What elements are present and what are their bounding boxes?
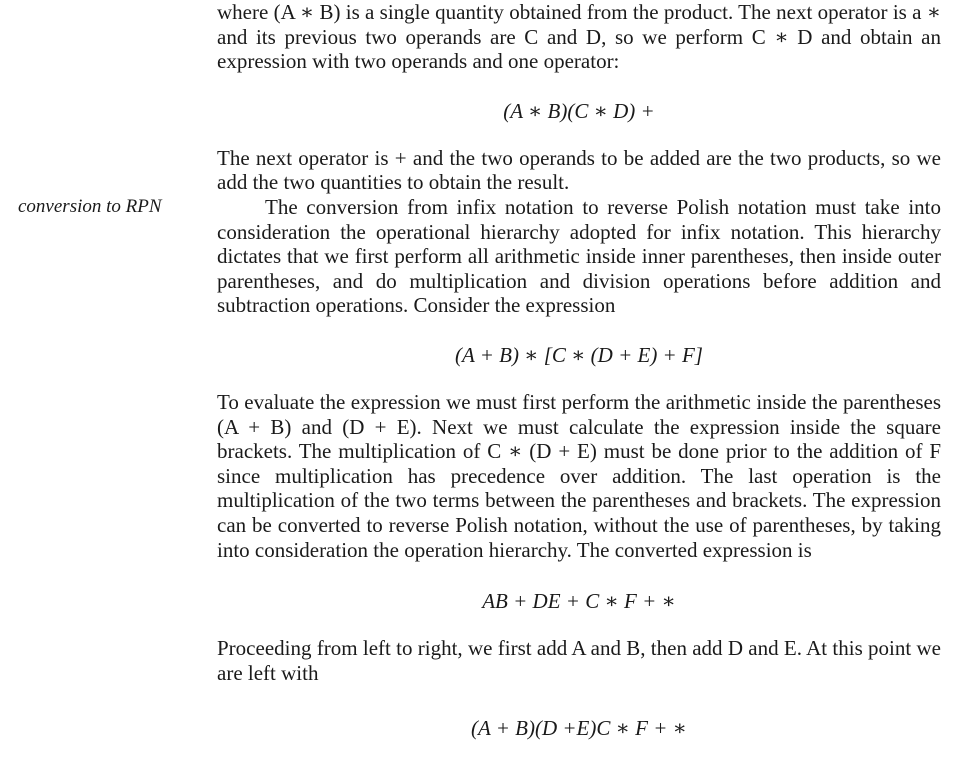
equation-2: (A + B) ∗ [C ∗ (D + E) + F] bbox=[455, 342, 703, 367]
paragraph-4: To evaluate the expression we must first perform the arithmetic inside the parentheses (A + B) and (D + E). Next we must calculate the expression inside the square brackets. The multiplication of C ∗ (D + E) must be done prior to the addition of F since multiplication has precedence over addition. The last operation is the multiplication of the two terms between the parentheses and brackets. The expression can be converted to reverse Polish notation, without the use of parentheses, by taking into consideration the operation hierarchy. The converted expression is bbox=[217, 389, 941, 562]
paragraph-5: Proceeding from left to right, we first add A and B, then add D and E. At this point we are left with bbox=[217, 636, 941, 685]
paragraph-3: The conversion from infix notation to reverse Polish notation must take into consideration the operational hierarchy adopted for infix notation. This hierarchy dictates that we first perform all arithmetic inside inner parentheses, then inside outer parentheses, and do multiplication and division operations before addition and subtraction operations. Consider the expression bbox=[217, 194, 941, 318]
equation-3: AB + DE + C ∗ F + ∗ bbox=[482, 589, 676, 614]
equation-4: (A + B)(D +E)C ∗ F + ∗ bbox=[471, 716, 687, 741]
equation-1: (A ∗ B)(C ∗ D) + bbox=[503, 98, 655, 123]
main-text-column bbox=[217, 0, 941, 741]
margin-note-conversion-to-rpn: conversion to RPN bbox=[18, 196, 162, 217]
paragraph-2: The next operator is + and the two operands to be added are the two products, so we add the two quantities to obtain the result. bbox=[217, 145, 941, 195]
paragraph-1: where (A ∗ B) is a single quantity obtained from the product. The next operator is a ∗ and its previous two operands are C and D, so we perform C ∗ D and obtain an expression with two operands and one operator: bbox=[217, 0, 941, 74]
